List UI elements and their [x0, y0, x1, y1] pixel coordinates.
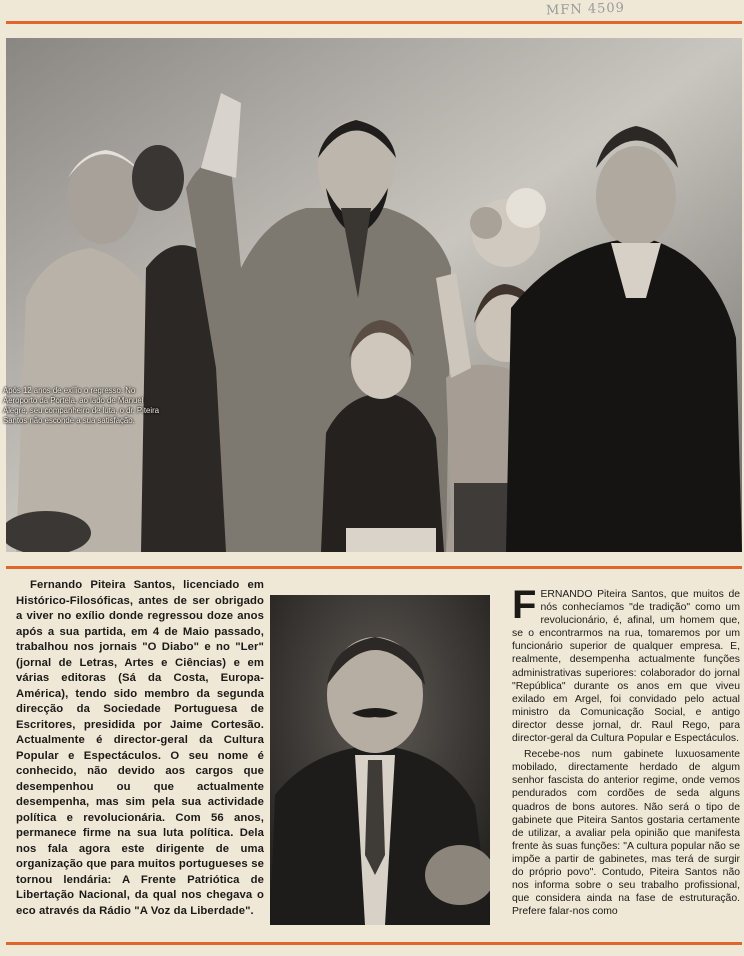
top-rule: [6, 21, 742, 24]
article-body: [512, 583, 740, 921]
photo-portrait-image: [270, 595, 490, 925]
photo-caption: Após 12 anos de exílio o regresso. No Aeroporto da Portela, ao lado de Manuel Alegre, seu companheiro de luta, o dr. Piteira Santos não esconde a sua satisfação.: [3, 386, 160, 425]
dropcap: F: [512, 583, 537, 627]
article-paragraph-1: [512, 583, 740, 745]
archive-stamp: MFN 4509: [545, 0, 626, 19]
middle-rule: [6, 566, 742, 569]
article-paragraph-1-text: ERNANDO Piteira Santos, que muitos de nós conhecíamos "de tradição" como um revolucionário, é, afinal, um homem que, se o encontrarmos na rua, tomaremos por um funcionário superior de qualquer empresa. E, realmente, desempenha actualmente funções administrativas superiores: colaborador do jornal "República" durante os anos em que viveu exilado em Argel, foi convidado pelo actual ministro da Comunicação Social, e antigo director desse jornal, dr. Raul Rego, para director-geral da Cultura Popular e Espectáculos.: [512, 589, 740, 745]
bottom-rule: [6, 942, 742, 945]
article-paragraph-2: Recebe-nos num gabinete luxuosamente mobilado, directamente herdado de algum senhor fascista do anterior regime, onde vemos pendurados com cordões de seda alguns quadros de bons autores. Não será o tipo de gabinete que Piteira Santos gostaria certamente de utilizar, a avaliar pela opinião que manifesta frente às suas funções: "A cultura popular não se impõe a partir de gabinetes, mas terá de surgir do próprio povo". Contudo, Piteira Santos não nos informa sobre o seu trabalho profissional, que considera ainda na fase de estruturação. Prefere falar-nos como: [512, 749, 740, 918]
article-intro: Fernando Piteira Santos, licenciado em Histórico-Filosóficas, antes de ser obrigado a viver no exílio donde regressou doze anos após a sua partida, em 4 de Maio passado, trabalhou nos jornais "O Diabo" e no "Ler" (jornal de Letras, Artes e Ciências) e em várias editoras (Sá da Costa, Europa-América), tendo sido membro da segunda direcção da Sociedade Portuguesa de Escritores, presidida por Jaime Cortesão. Actualmente é director-geral da Cultura Popular e Espectáculos. O seu nome é conhecido, não devido aos cargos que desempenhou ou que actualmente desempenha, mas sim pela sua actividade política e revolucionária. Com 56 anos, permanece firme na sua luta política. Dela nos fala agora este dirigente de uma organização que para muitos portugueses se tornou lendária: A Frente Patriótica de Libertação Nacional, da qual nos chegava o eco através da Rádio "A Voz da Liberdade".: [16, 579, 264, 917]
photo-airport-arrival: [6, 38, 742, 552]
photo-airport-arrival-image: [6, 38, 742, 552]
photo-portrait: [270, 595, 490, 925]
